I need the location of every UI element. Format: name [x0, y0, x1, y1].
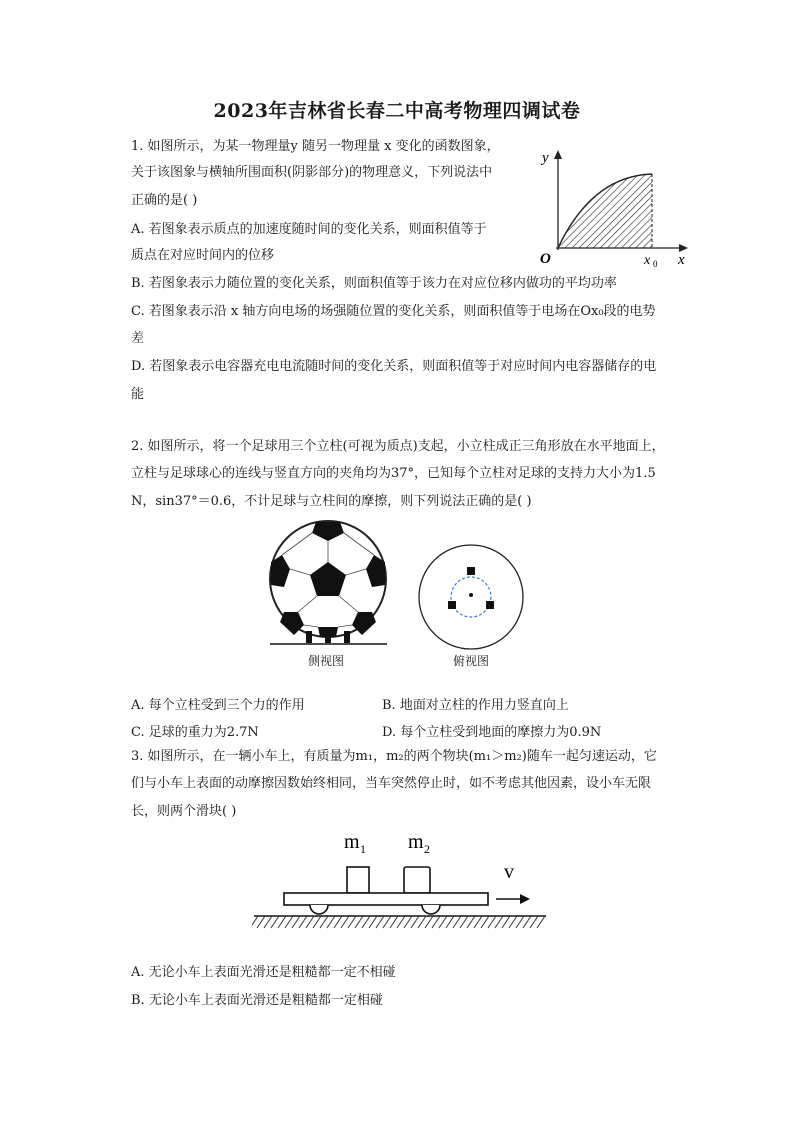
hatch-line	[271, 916, 279, 928]
cart-body	[284, 893, 488, 905]
y-axis-label: y	[542, 150, 549, 166]
hatch-line	[530, 916, 538, 928]
q3-option-b: B. 无论小车上表面光滑还是粗糙都一定相碰	[131, 993, 383, 1008]
hatch-line	[252, 916, 258, 928]
q1-option-b: B. 若图象表示力随位置的变化关系，则面积值等于该力在对应位移内做功的平均功率	[131, 276, 617, 291]
hatch-line	[348, 916, 356, 928]
hatch-line	[418, 916, 426, 928]
x0-label: x	[644, 253, 651, 268]
hatch-line	[390, 916, 398, 928]
hatch-line	[369, 916, 377, 928]
hatch-line	[376, 916, 384, 928]
hatch-line	[285, 916, 293, 928]
top-post-2	[448, 601, 456, 609]
x-axis-arrow	[679, 244, 688, 252]
hatch-line	[383, 916, 391, 928]
hatch-line	[481, 916, 489, 928]
hatch-line	[320, 916, 328, 928]
q1-graph-figure	[532, 146, 692, 271]
velocity-arrow-head	[520, 894, 530, 904]
x0-subscript: 0	[653, 259, 658, 269]
hatch-line	[306, 916, 314, 928]
q1-option-c-line-1: C. 若图象表示沿 x 轴方向电场的场强随位置的变化关系，则面积值等于电场在Ox₀段的电势	[131, 304, 656, 319]
page-title: 2023年吉林省长春二中高考物理四调试卷	[213, 100, 581, 122]
block-m2	[404, 867, 430, 893]
hatch-line	[264, 916, 272, 928]
hatch-line	[460, 916, 468, 928]
hatch-line	[509, 916, 517, 928]
q1-line-3: 正确的是( )	[131, 193, 198, 208]
q3-line-3: 长，则两个滑块( )	[131, 804, 237, 819]
q2-line-3: N，sin37°＝0.6，不计足球与立柱间的摩擦，则下列说法正确的是( )	[131, 494, 532, 509]
top-view-caption: 俯视图	[453, 654, 490, 668]
hatch-line	[453, 916, 461, 928]
ground-hatching	[252, 916, 545, 928]
soccer-ball-side-view	[266, 517, 391, 649]
cart-figure	[252, 826, 548, 938]
q1-option-d-line-2: 能	[131, 387, 145, 402]
q2-option-b: B. 地面对立柱的作用力竖直向上	[382, 698, 569, 713]
q2-option-a: A. 每个立柱受到三个力的作用	[131, 698, 305, 713]
q1-line-2: 关于该图象与横轴所围面积(阴影部分)的物理意义，下列说法中	[131, 165, 493, 180]
hatch-line	[257, 916, 265, 928]
q2-option-d: D. 每个立柱受到地面的摩擦力为0.9N	[382, 725, 602, 740]
m2-label: m	[408, 831, 424, 853]
top-post-1	[467, 567, 475, 575]
q1-option-a-line-2: 质点在对应时间内的位移	[131, 248, 275, 263]
q1-line-1: 1. 如图所示，为某一物理量y 随另一物理量 x 变化的函数图象，	[131, 139, 500, 154]
hatch-line	[404, 916, 412, 928]
support-post-2	[325, 631, 331, 643]
velocity-label: v	[504, 861, 514, 883]
hatch-line	[313, 916, 321, 928]
hatch-line	[411, 916, 419, 928]
q1-option-d-line-1: D. 若图象表示电容器充电电流随时间的变化关系，则面积值等于对应时间内电容器储存的电	[131, 359, 657, 374]
m1-label: m	[344, 831, 360, 853]
hatch-line	[502, 916, 510, 928]
x-axis-label: x	[678, 252, 685, 268]
hatch-line	[467, 916, 475, 928]
hatch-line	[334, 916, 342, 928]
hatch-line	[495, 916, 503, 928]
hatch-line	[523, 916, 531, 928]
hatch-line	[362, 916, 370, 928]
block-m1	[347, 867, 369, 893]
q1-option-c-line-2: 差	[131, 331, 145, 346]
shaded-area	[558, 174, 652, 248]
m1-subscript: 1	[360, 842, 366, 856]
q1-option-a-line-1: A. 若图象表示质点的加速度随时间的变化关系，则面积值等于	[131, 222, 487, 237]
hatch-line	[425, 916, 433, 928]
hatch-line	[439, 916, 447, 928]
hatch-line	[537, 916, 545, 928]
center-point	[469, 593, 473, 597]
hatch-line	[299, 916, 307, 928]
hatch-line	[488, 916, 496, 928]
left-wheel	[310, 905, 328, 914]
right-wheel	[422, 905, 440, 914]
hatch-line	[292, 916, 300, 928]
hatch-line	[341, 916, 349, 928]
m2-subscript: 2	[424, 842, 430, 856]
hatch-line	[278, 916, 286, 928]
q2-line-2: 立柱与足球球心的连线与竖直方向的夹角均为37°，已知每个立柱对足球的支持力大小为1.5	[131, 466, 656, 481]
q3-line-2: 们与小车上表面的动摩擦因数始终相同，当车突然停止时，如不考虑其他因素，设小车无限	[131, 776, 652, 791]
y-axis-arrow	[554, 150, 562, 159]
hatch-line	[516, 916, 524, 928]
top-view-figure	[416, 542, 526, 652]
q3-line-1: 3. 如图所示，在一辆小车上，有质量为m₁，m₂的两个物块(m₁＞m₂)随车一起匀速运动，它	[131, 749, 657, 764]
origin-label: O	[540, 251, 551, 267]
q2-line-1: 2. 如图所示，将一个足球用三个立柱(可视为质点)支起，小立柱成正三角形放在水平地面上，	[131, 439, 665, 454]
support-post-1	[306, 631, 312, 643]
hatch-line	[355, 916, 363, 928]
support-post-3	[344, 631, 350, 643]
hatch-line	[474, 916, 482, 928]
side-view-caption: 侧视图	[308, 654, 345, 668]
q2-option-c: C. 足球的重力为2.7N	[131, 725, 259, 740]
hatch-line	[327, 916, 335, 928]
hatch-line	[432, 916, 440, 928]
top-post-3	[486, 601, 494, 609]
hatch-line	[397, 916, 405, 928]
hatch-line	[446, 916, 454, 928]
q3-option-a: A. 无论小车上表面光滑还是粗糙都一定不相碰	[131, 965, 396, 980]
